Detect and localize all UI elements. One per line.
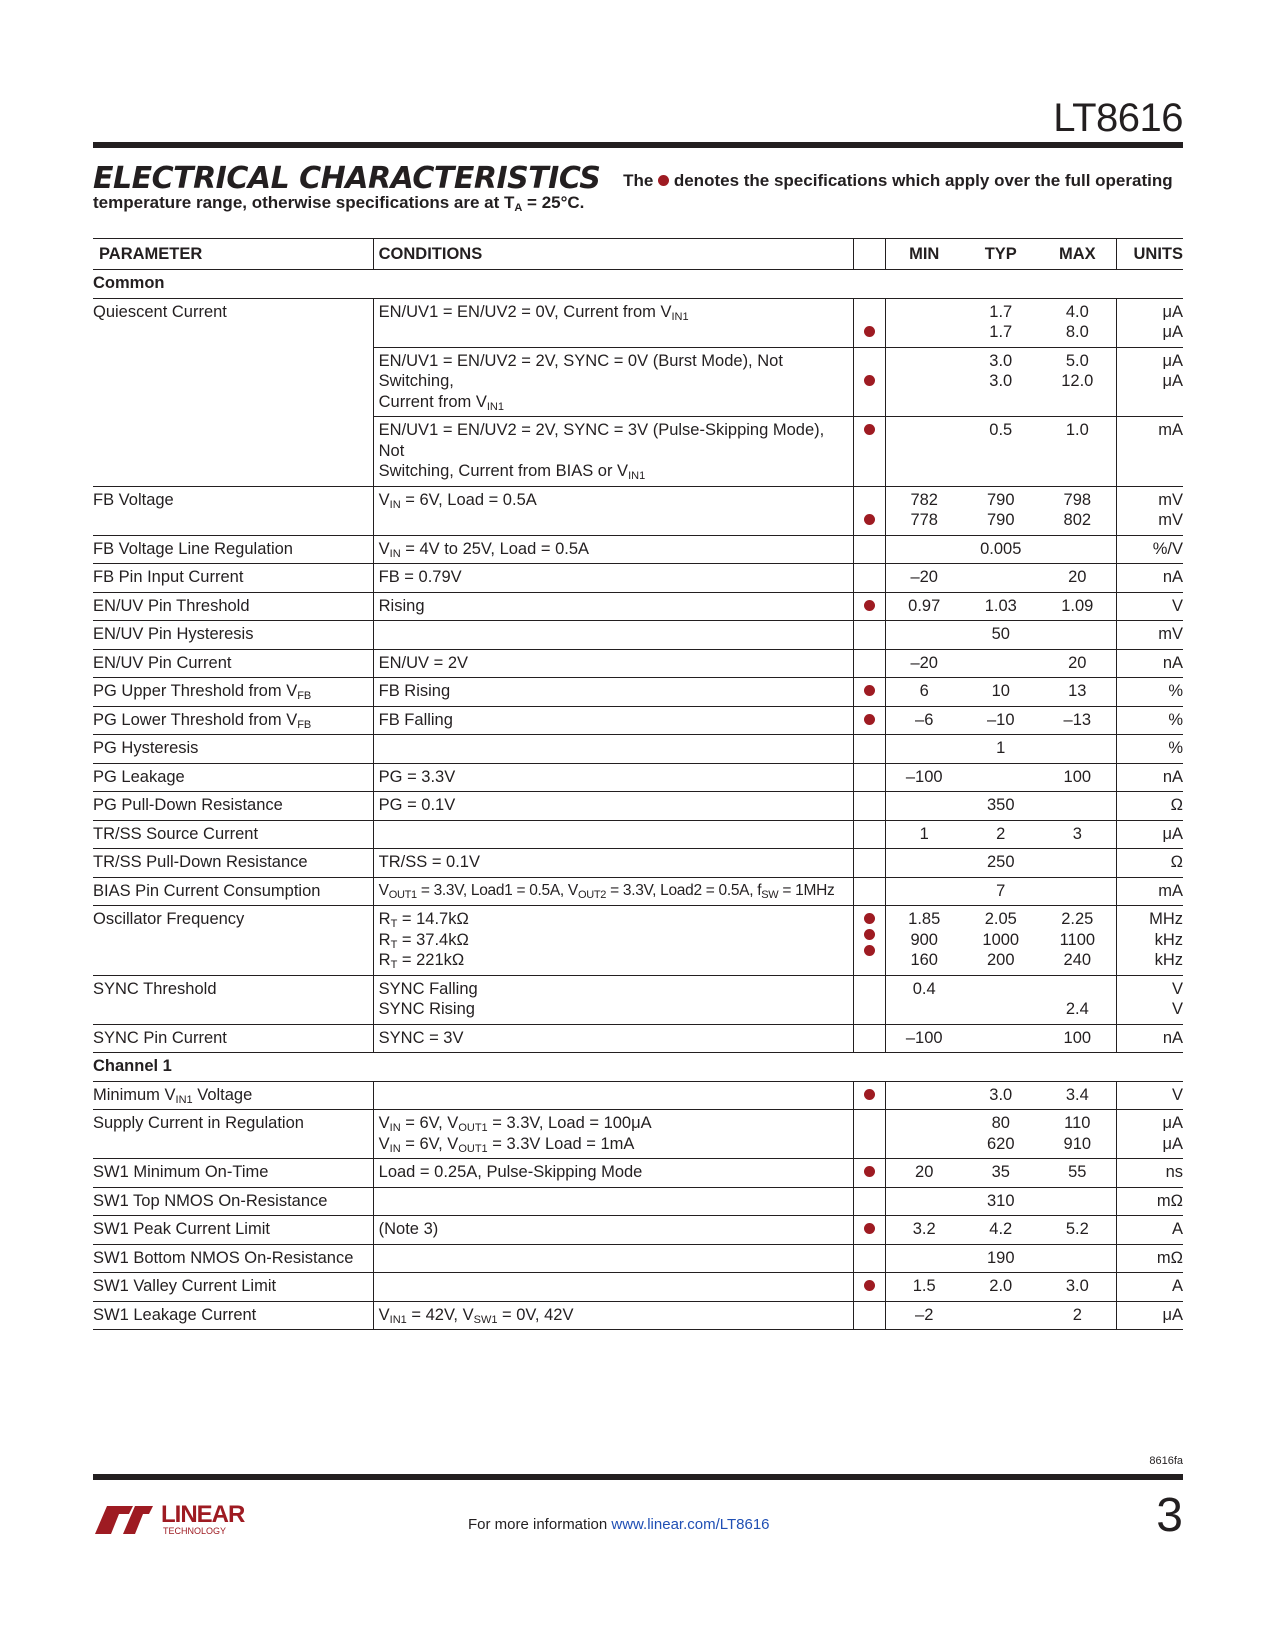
table-row: TR/SS Pull-Down Resistance TR/SS = 0.1V 250 Ω	[93, 849, 1183, 878]
table-row: BIAS Pin Current Consumption $V_{OUT1} = 3.3V$, Load1 = 0.5A, $V_{OUT2} = 3.3V$, Load2 = 0.5A, $f_{SW} = 1MHz$ 7 mA	[93, 877, 1183, 906]
table-row: SW1 Peak Current Limit (Note 3) 3.2 4.2 5.2 A	[93, 1216, 1183, 1245]
section-title: ELECTRICAL CHARACTERISTICS	[93, 161, 601, 196]
electrical-characteristics-table	[93, 238, 1183, 1330]
bullet-dot-icon	[864, 1166, 875, 1177]
section-note-line2: temperature range, otherwise specifications are at $T_A = 25^\circ C$.	[93, 193, 585, 214]
table-row: EN/UV Pin Current EN/UV = 2V –20 20 nA	[93, 649, 1183, 678]
table-row: SW1 Top NMOS On-Resistance 310 mΩ	[93, 1187, 1183, 1216]
top-rule	[93, 142, 1183, 148]
col-typ: TYP	[963, 239, 1040, 270]
table-row: EN/UV Pin Threshold Rising 0.97 1.03 1.09 V	[93, 592, 1183, 621]
table-row: PG Lower Threshold from $V_{FB}$ FB Falling –6 –10 –13 %	[93, 706, 1183, 735]
bullet-dot-icon	[864, 929, 875, 940]
page-number: 3	[1156, 1489, 1183, 1542]
table-row: Oscillator Frequency $R_T = 14.7k\Omega$ $R_T = 37.4k\Omega$ $R_T = 221k\Omega$ 1.85 900 160 2.05 1000 200 2.25 1100 240 MHz kHz kHz	[93, 906, 1183, 976]
section-note-part2: denotes the specifications which apply over the full operating	[673, 171, 1173, 190]
table-row: FB Voltage $V_{IN} = 6V$, Load = 0.5A 782 778 790 790 798 802 mV mV	[93, 486, 1183, 535]
bullet-dot-icon	[864, 945, 875, 956]
col-units: UNITS	[1116, 239, 1183, 270]
bullet-dot-icon	[864, 424, 875, 435]
table-row: SYNC Threshold SYNC Falling SYNC Rising 0.4 2.4 V V	[93, 975, 1183, 1024]
bottom-rule	[93, 1474, 1183, 1480]
table-row: SW1 Minimum On-Time Load = 0.25A, Pulse-Skipping Mode 20 35 55 ns	[93, 1159, 1183, 1188]
bullet-dot-icon	[864, 326, 875, 337]
table-row: PG Hysteresis 1 %	[93, 735, 1183, 764]
table-row: SYNC Pin Current SYNC = 3V –100 100 nA	[93, 1024, 1183, 1053]
bullet-dot-icon	[864, 913, 875, 924]
col-max: MAX	[1039, 239, 1116, 270]
table-row: EN/UV1 = EN/UV2 = 2V, SYNC = 0V (Burst Mode), Not Switching, Current from $V_{IN1}$ 3.0 3.0 5.0 12.0 μA μA	[93, 347, 1183, 417]
table-row: PG Upper Threshold from $V_{FB}$ FB Rising 6 10 13 %	[93, 678, 1183, 707]
bullet-dot-icon	[864, 600, 875, 611]
col-parameter: PARAMETER	[93, 239, 373, 270]
bullet-dot-icon	[658, 175, 669, 186]
footer-link[interactable]: www.linear.com/LT8616	[611, 1516, 770, 1533]
linear-technology-logo	[93, 1500, 253, 1536]
table-row: SW1 Bottom NMOS On-Resistance 190 mΩ	[93, 1244, 1183, 1273]
section-note-part1: The	[623, 171, 654, 190]
bullet-dot-icon	[864, 1280, 875, 1291]
part-number: LT8616	[1053, 96, 1183, 140]
table-row: EN/UV Pin Hysteresis 50 mV	[93, 621, 1183, 650]
footer-info: For more information www.linear.com/LT8616	[468, 1516, 770, 1533]
col-bullet	[854, 239, 886, 270]
table-row: FB Voltage Line Regulation $V_{IN} = 4V$ to 25V, Load = 0.5A 0.005 %/V	[93, 535, 1183, 564]
table-row: SW1 Valley Current Limit 1.5 2.0 3.0 A	[93, 1273, 1183, 1302]
table-row: Quiescent Current EN/UV1 = EN/UV2 = 0V, Current from $V_{IN1}$ 1.7 1.7 4.0 8.0 μA μA	[93, 298, 1183, 347]
table-row: FB Pin Input Current FB = 0.79V –20 20 nA	[93, 564, 1183, 593]
bullet-dot-icon	[864, 714, 875, 725]
col-min: MIN	[885, 239, 962, 270]
table-row: SW1 Leakage Current $V_{IN1} = 42V$, $V_{SW1} = 0V$, 42V –2 2 μA	[93, 1301, 1183, 1330]
document-id: 8616fa	[1149, 1455, 1183, 1467]
bullet-dot-icon	[864, 1089, 875, 1100]
section-header	[93, 161, 1183, 214]
bullet-dot-icon	[864, 375, 875, 386]
table-row: Supply Current in Regulation $V_{IN} = 6V$, $V_{OUT1} = 3.3V$, Load = 100μA $V_{IN} = 6V$, $V_{OUT1} = 3.3V$ Load = 1mA 80 620 110 910 μA μA	[93, 1110, 1183, 1159]
table-row: EN/UV1 = EN/UV2 = 2V, SYNC = 3V (Pulse-Skipping Mode), Not Switching, Current from BIAS or $V_{IN1}$ 0.5 1.0 mA	[93, 417, 1183, 487]
section-row-common: Common	[93, 270, 1183, 299]
col-conditions: CONDITIONS	[373, 239, 854, 270]
table-row: TR/SS Source Current 1 2 3 μA	[93, 820, 1183, 849]
section-row-channel1: Channel 1	[93, 1053, 1183, 1082]
bullet-dot-icon	[864, 685, 875, 696]
bullet-dot-icon	[864, 1223, 875, 1234]
svg-text:TECHNOLOGY: TECHNOLOGY	[163, 1526, 227, 1536]
svg-text:LINEAR: LINEAR	[161, 1501, 245, 1528]
table-row: PG Leakage PG = 3.3V –100 100 nA	[93, 763, 1183, 792]
table-row: Minimum $V_{IN1}$ Voltage 3.0 3.4 V	[93, 1081, 1183, 1110]
table-row: PG Pull-Down Resistance PG = 0.1V 350 Ω	[93, 792, 1183, 821]
table-header-row	[93, 239, 1183, 270]
bullet-dot-icon	[864, 514, 875, 525]
